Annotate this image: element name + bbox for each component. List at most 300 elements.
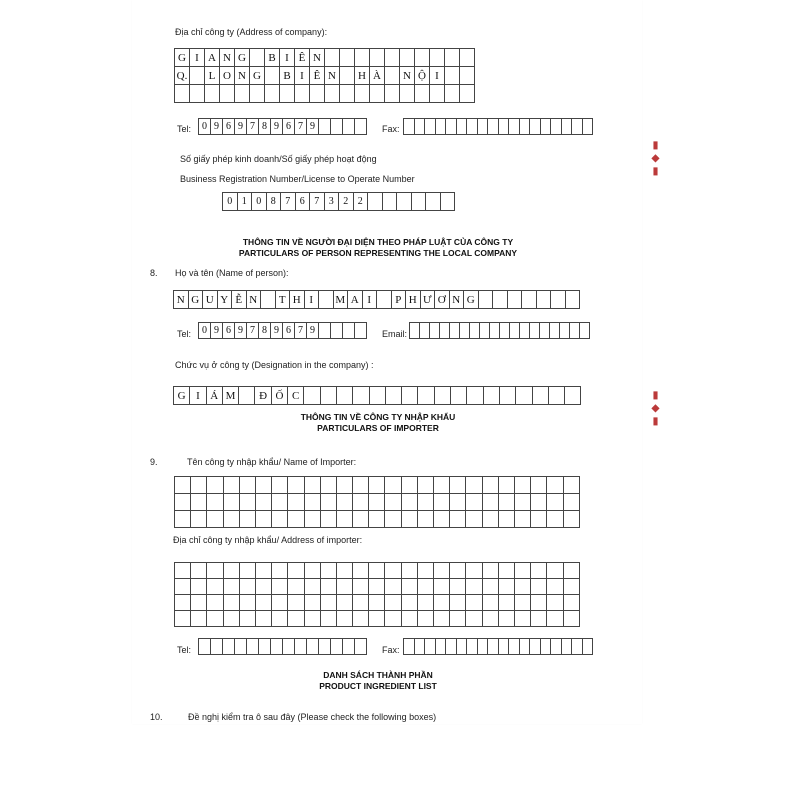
importer-address-char-box[interactable] (305, 579, 321, 595)
designation-char-box[interactable]: M (223, 387, 239, 405)
fax-digit-box[interactable] (530, 639, 541, 655)
importer-address-char-box[interactable] (337, 595, 353, 611)
tel-digit-box[interactable]: 9 (271, 323, 283, 339)
importer-address-char-box[interactable] (402, 563, 418, 579)
importer-name-char-box[interactable] (531, 494, 547, 511)
name-char-box[interactable]: Ơ (435, 291, 450, 309)
importer-address-char-box[interactable] (337, 611, 353, 627)
designation-char-box[interactable] (353, 387, 369, 405)
name-char-box[interactable] (319, 291, 334, 309)
fax-digit-box[interactable] (562, 639, 573, 655)
importer-address-char-box[interactable] (515, 563, 531, 579)
importer-tel-field[interactable] (198, 638, 367, 655)
address-char-box[interactable]: A (205, 49, 220, 67)
address-char-box[interactable]: N (400, 67, 415, 85)
tel-digit-box[interactable] (319, 119, 331, 135)
importer-address-char-box[interactable] (499, 579, 515, 595)
address-char-box[interactable] (415, 85, 430, 103)
name-char-box[interactable]: H (406, 291, 421, 309)
name-char-box[interactable]: Ễ (232, 291, 247, 309)
license-digit-box[interactable] (412, 193, 427, 211)
designation-char-box[interactable] (565, 387, 581, 405)
importer-name-char-box[interactable] (385, 477, 401, 494)
fax-digit-box[interactable] (425, 639, 436, 655)
license-digit-box[interactable] (397, 193, 412, 211)
importer-name-char-box[interactable] (515, 494, 531, 511)
importer-address-char-box[interactable] (385, 563, 401, 579)
tel-digit-box[interactable] (199, 639, 211, 655)
designation-char-box[interactable] (321, 387, 337, 405)
fax-digit-box[interactable] (457, 119, 468, 135)
designation-char-box[interactable]: Ố (272, 387, 288, 405)
tel-digit-box[interactable] (235, 639, 247, 655)
address-char-box[interactable]: I (280, 49, 295, 67)
address-char-box[interactable]: B (280, 67, 295, 85)
address-char-box[interactable] (325, 85, 340, 103)
address-char-box[interactable] (190, 85, 205, 103)
importer-address-grid[interactable] (174, 562, 580, 627)
tel-digit-box[interactable]: 9 (211, 119, 223, 135)
importer-name-char-box[interactable] (418, 511, 434, 528)
importer-name-char-box[interactable] (483, 477, 499, 494)
importer-name-char-box[interactable] (272, 511, 288, 528)
designation-char-box[interactable] (337, 387, 353, 405)
importer-address-char-box[interactable] (175, 563, 191, 579)
importer-name-char-box[interactable] (240, 477, 256, 494)
importer-name-char-box[interactable] (466, 494, 482, 511)
address-char-box[interactable]: I (430, 67, 445, 85)
fax-digit-box[interactable] (583, 119, 594, 135)
importer-address-char-box[interactable] (288, 611, 304, 627)
designation-char-box[interactable] (418, 387, 434, 405)
importer-address-char-box[interactable] (321, 563, 337, 579)
tel-digit-box[interactable]: 6 (223, 119, 235, 135)
importer-name-char-box[interactable] (256, 511, 272, 528)
importer-address-char-box[interactable] (321, 595, 337, 611)
email-char-box[interactable] (420, 323, 430, 339)
importer-name-char-box[interactable] (564, 511, 580, 528)
email-char-box[interactable] (510, 323, 520, 339)
address-char-box[interactable] (460, 49, 475, 67)
importer-name-char-box[interactable] (224, 494, 240, 511)
designation-char-box[interactable] (435, 387, 451, 405)
address-char-box[interactable] (445, 85, 460, 103)
address-char-box[interactable]: N (325, 67, 340, 85)
importer-address-char-box[interactable] (353, 563, 369, 579)
tel-digit-box[interactable] (355, 119, 367, 135)
designation-char-box[interactable] (500, 387, 516, 405)
email-char-box[interactable] (550, 323, 560, 339)
license-digit-box[interactable]: 7 (310, 193, 325, 211)
importer-name-char-box[interactable] (385, 511, 401, 528)
fax-digit-box[interactable] (572, 119, 583, 135)
tel-digit-box[interactable] (211, 639, 223, 655)
importer-address-char-box[interactable] (499, 611, 515, 627)
importer-name-char-box[interactable] (531, 477, 547, 494)
importer-address-char-box[interactable] (531, 595, 547, 611)
license-digit-box[interactable] (426, 193, 441, 211)
importer-address-char-box[interactable] (256, 595, 272, 611)
importer-address-char-box[interactable] (240, 595, 256, 611)
importer-address-char-box[interactable] (224, 595, 240, 611)
importer-address-char-box[interactable] (434, 579, 450, 595)
importer-address-char-box[interactable] (288, 579, 304, 595)
importer-name-char-box[interactable] (547, 477, 563, 494)
address-char-box[interactable] (340, 85, 355, 103)
importer-address-char-box[interactable] (483, 595, 499, 611)
importer-name-char-box[interactable] (191, 494, 207, 511)
fax-digit-box[interactable] (467, 119, 478, 135)
designation-char-box[interactable] (402, 387, 418, 405)
importer-address-char-box[interactable] (369, 595, 385, 611)
address-char-box[interactable] (265, 67, 280, 85)
address-char-box[interactable] (430, 49, 445, 67)
importer-address-char-box[interactable] (288, 595, 304, 611)
email-char-box[interactable] (410, 323, 420, 339)
license-digit-box[interactable]: 1 (238, 193, 253, 211)
tel-digit-box[interactable]: 8 (259, 323, 271, 339)
name-char-box[interactable]: N (247, 291, 262, 309)
importer-address-char-box[interactable] (191, 611, 207, 627)
importer-name-char-box[interactable] (256, 477, 272, 494)
importer-name-char-box[interactable] (402, 494, 418, 511)
importer-name-char-box[interactable] (434, 511, 450, 528)
designation-char-box[interactable] (304, 387, 320, 405)
fax-digit-box[interactable] (520, 119, 531, 135)
tel-digit-box[interactable]: 8 (259, 119, 271, 135)
importer-address-char-box[interactable] (450, 611, 466, 627)
importer-address-char-box[interactable] (288, 563, 304, 579)
importer-address-char-box[interactable] (483, 611, 499, 627)
name-char-box[interactable]: I (363, 291, 378, 309)
tel-digit-box[interactable]: 9 (235, 119, 247, 135)
fax-digit-box[interactable] (436, 639, 447, 655)
importer-name-char-box[interactable] (321, 494, 337, 511)
email-char-box[interactable] (540, 323, 550, 339)
address-char-box[interactable] (295, 85, 310, 103)
importer-address-char-box[interactable] (321, 579, 337, 595)
address-char-box[interactable] (445, 67, 460, 85)
fax-digit-box[interactable] (478, 639, 489, 655)
importer-address-char-box[interactable] (418, 611, 434, 627)
importer-address-char-box[interactable] (385, 579, 401, 595)
tel-digit-box[interactable]: 0 (199, 119, 211, 135)
importer-name-char-box[interactable] (547, 511, 563, 528)
name-char-box[interactable]: Y (218, 291, 233, 309)
importer-name-char-box[interactable] (337, 477, 353, 494)
address-char-box[interactable] (355, 49, 370, 67)
address-char-box[interactable] (460, 67, 475, 85)
importer-name-char-box[interactable] (353, 494, 369, 511)
email-char-box[interactable] (450, 323, 460, 339)
importer-address-char-box[interactable] (466, 595, 482, 611)
importer-name-char-box[interactable] (191, 511, 207, 528)
designation-char-box[interactable] (467, 387, 483, 405)
fax-digit-box[interactable] (520, 639, 531, 655)
importer-name-char-box[interactable] (369, 494, 385, 511)
fax-digit-box[interactable] (457, 639, 468, 655)
importer-address-char-box[interactable] (337, 563, 353, 579)
address-char-box[interactable] (385, 49, 400, 67)
name-char-box[interactable]: M (334, 291, 349, 309)
importer-name-char-box[interactable] (499, 477, 515, 494)
address-char-box[interactable]: I (295, 67, 310, 85)
importer-name-char-box[interactable] (353, 477, 369, 494)
importer-name-char-box[interactable] (564, 494, 580, 511)
importer-address-char-box[interactable] (547, 595, 563, 611)
email-char-box[interactable] (480, 323, 490, 339)
importer-address-char-box[interactable] (272, 595, 288, 611)
importer-name-char-box[interactable] (337, 494, 353, 511)
importer-name-char-box[interactable] (305, 477, 321, 494)
importer-address-char-box[interactable] (450, 563, 466, 579)
name-char-box[interactable]: N (174, 291, 189, 309)
address-char-box[interactable] (250, 85, 265, 103)
importer-name-char-box[interactable] (207, 494, 223, 511)
importer-address-char-box[interactable] (224, 579, 240, 595)
address-char-box[interactable]: L (205, 67, 220, 85)
name-char-box[interactable] (508, 291, 523, 309)
license-digit-box[interactable]: 3 (325, 193, 340, 211)
importer-address-char-box[interactable] (369, 563, 385, 579)
importer-name-char-box[interactable] (402, 511, 418, 528)
license-digit-box[interactable] (441, 193, 456, 211)
importer-name-char-box[interactable] (175, 477, 191, 494)
address-char-box[interactable] (445, 49, 460, 67)
importer-address-char-box[interactable] (418, 579, 434, 595)
importer-name-char-box[interactable] (434, 494, 450, 511)
importer-address-char-box[interactable] (369, 579, 385, 595)
importer-address-char-box[interactable] (240, 611, 256, 627)
importer-address-char-box[interactable] (531, 563, 547, 579)
name-char-box[interactable]: N (450, 291, 465, 309)
importer-name-char-box[interactable] (207, 511, 223, 528)
tel-digit-box[interactable] (331, 323, 343, 339)
importer-name-char-box[interactable] (288, 494, 304, 511)
importer-name-char-box[interactable] (547, 494, 563, 511)
importer-address-char-box[interactable] (385, 595, 401, 611)
importer-name-char-box[interactable] (369, 511, 385, 528)
importer-name-char-box[interactable] (224, 511, 240, 528)
importer-address-char-box[interactable] (256, 579, 272, 595)
importer-address-char-box[interactable] (434, 611, 450, 627)
fax-digit-box[interactable] (541, 119, 552, 135)
address-char-box[interactable] (460, 85, 475, 103)
importer-address-char-box[interactable] (515, 579, 531, 595)
fax-digit-box[interactable] (467, 639, 478, 655)
importer-fax-field[interactable] (403, 638, 593, 655)
name-char-box[interactable] (522, 291, 537, 309)
importer-address-char-box[interactable] (272, 563, 288, 579)
importer-name-char-box[interactable] (240, 494, 256, 511)
designation-field[interactable] (173, 386, 581, 405)
name-char-box[interactable] (537, 291, 552, 309)
importer-name-char-box[interactable] (466, 477, 482, 494)
name-char-box[interactable]: U (203, 291, 218, 309)
importer-name-char-box[interactable] (256, 494, 272, 511)
importer-address-char-box[interactable] (531, 579, 547, 595)
fax-digit-box[interactable] (404, 639, 415, 655)
importer-name-char-box[interactable] (531, 511, 547, 528)
importer-name-char-box[interactable] (499, 494, 515, 511)
name-char-box[interactable]: P (392, 291, 407, 309)
importer-address-char-box[interactable] (224, 611, 240, 627)
importer-address-char-box[interactable] (305, 563, 321, 579)
license-digit-box[interactable] (368, 193, 383, 211)
fax-digit-box[interactable] (488, 119, 499, 135)
address-char-box[interactable] (400, 49, 415, 67)
designation-char-box[interactable] (451, 387, 467, 405)
address-char-box[interactable] (220, 85, 235, 103)
importer-address-char-box[interactable] (207, 595, 223, 611)
tel-digit-box[interactable]: 0 (199, 323, 211, 339)
importer-address-char-box[interactable] (450, 595, 466, 611)
name-char-box[interactable] (566, 291, 581, 309)
tel-digit-box[interactable] (271, 639, 283, 655)
importer-address-char-box[interactable] (564, 611, 580, 627)
name-char-box[interactable]: G (464, 291, 479, 309)
importer-name-char-box[interactable] (499, 511, 515, 528)
importer-name-char-box[interactable] (385, 494, 401, 511)
address-char-box[interactable] (280, 85, 295, 103)
address-char-box[interactable] (325, 49, 340, 67)
importer-name-char-box[interactable] (224, 477, 240, 494)
importer-name-char-box[interactable] (305, 494, 321, 511)
address-char-box[interactable] (235, 85, 250, 103)
importer-name-char-box[interactable] (483, 494, 499, 511)
importer-address-char-box[interactable] (564, 563, 580, 579)
address-char-box[interactable]: G (175, 49, 190, 67)
address-char-box[interactable] (250, 49, 265, 67)
fax-digit-box[interactable] (415, 639, 426, 655)
license-digit-box[interactable]: 7 (281, 193, 296, 211)
address-char-box[interactable]: I (190, 49, 205, 67)
fax-digit-box[interactable] (425, 119, 436, 135)
name-char-box[interactable]: I (305, 291, 320, 309)
fax-digit-box[interactable] (446, 119, 457, 135)
importer-address-char-box[interactable] (466, 563, 482, 579)
email-char-box[interactable] (580, 323, 590, 339)
fax-digit-box[interactable] (478, 119, 489, 135)
address-char-box[interactable]: O (220, 67, 235, 85)
address-char-box[interactable] (385, 67, 400, 85)
designation-char-box[interactable]: I (190, 387, 206, 405)
tel-digit-box[interactable] (247, 639, 259, 655)
address-char-box[interactable] (355, 85, 370, 103)
address-char-box[interactable] (205, 85, 220, 103)
address-char-box[interactable] (310, 85, 325, 103)
person-name-field[interactable] (173, 290, 580, 309)
email-char-box[interactable] (490, 323, 500, 339)
importer-address-char-box[interactable] (224, 563, 240, 579)
importer-name-char-box[interactable] (450, 477, 466, 494)
importer-name-char-box[interactable] (272, 477, 288, 494)
tel-digit-box[interactable] (355, 323, 367, 339)
address-char-box[interactable] (415, 49, 430, 67)
tel-digit-box[interactable] (343, 639, 355, 655)
importer-address-char-box[interactable] (207, 563, 223, 579)
tel-digit-box[interactable]: 6 (223, 323, 235, 339)
importer-name-grid[interactable] (174, 476, 580, 528)
license-digit-box[interactable] (383, 193, 398, 211)
importer-address-char-box[interactable] (466, 579, 482, 595)
importer-address-char-box[interactable] (402, 595, 418, 611)
importer-address-char-box[interactable] (515, 595, 531, 611)
tel-digit-box[interactable] (319, 323, 331, 339)
tel-digit-box[interactable]: 7 (295, 323, 307, 339)
fax-digit-box[interactable] (499, 119, 510, 135)
address-char-box[interactable] (370, 49, 385, 67)
name-char-box[interactable]: T (276, 291, 291, 309)
importer-address-char-box[interactable] (353, 595, 369, 611)
designation-char-box[interactable] (484, 387, 500, 405)
importer-address-char-box[interactable] (434, 595, 450, 611)
importer-address-char-box[interactable] (305, 611, 321, 627)
designation-char-box[interactable] (516, 387, 532, 405)
importer-address-char-box[interactable] (547, 611, 563, 627)
designation-char-box[interactable] (533, 387, 549, 405)
fax-digit-box[interactable] (499, 639, 510, 655)
importer-name-char-box[interactable] (515, 511, 531, 528)
importer-address-char-box[interactable] (564, 579, 580, 595)
address-char-box[interactable] (190, 67, 205, 85)
email-char-box[interactable] (430, 323, 440, 339)
importer-address-char-box[interactable] (175, 579, 191, 595)
importer-address-char-box[interactable] (207, 611, 223, 627)
importer-address-char-box[interactable] (369, 611, 385, 627)
address-char-box[interactable]: Q. (175, 67, 190, 85)
tel-digit-box[interactable]: 7 (247, 323, 259, 339)
importer-address-char-box[interactable] (564, 595, 580, 611)
tel-digit-box[interactable]: 6 (283, 119, 295, 135)
importer-address-char-box[interactable] (272, 579, 288, 595)
tel-digit-box[interactable]: 9 (211, 323, 223, 339)
address-char-box[interactable]: G (235, 49, 250, 67)
designation-char-box[interactable]: C (288, 387, 304, 405)
importer-name-char-box[interactable] (321, 511, 337, 528)
tel-digit-box[interactable] (319, 639, 331, 655)
address-char-box[interactable]: G (250, 67, 265, 85)
company-address-grid[interactable] (174, 48, 475, 103)
name-char-box[interactable] (479, 291, 494, 309)
license-digit-box[interactable]: 8 (267, 193, 282, 211)
fax-digit-box[interactable] (562, 119, 573, 135)
address-char-box[interactable]: Ê (295, 49, 310, 67)
license-number-field[interactable] (222, 192, 455, 211)
importer-address-char-box[interactable] (531, 611, 547, 627)
fax-digit-box[interactable] (446, 639, 457, 655)
importer-name-char-box[interactable] (353, 511, 369, 528)
importer-address-char-box[interactable] (466, 611, 482, 627)
address-char-box[interactable]: N (220, 49, 235, 67)
address-char-box[interactable] (175, 85, 190, 103)
importer-address-char-box[interactable] (321, 611, 337, 627)
importer-name-char-box[interactable] (434, 477, 450, 494)
address-char-box[interactable]: Ộ (415, 67, 430, 85)
designation-char-box[interactable]: G (174, 387, 190, 405)
name-char-box[interactable] (551, 291, 566, 309)
tel-digit-box[interactable] (343, 119, 355, 135)
fax-digit-box[interactable] (541, 639, 552, 655)
importer-address-char-box[interactable] (305, 595, 321, 611)
fax-digit-box[interactable] (488, 639, 499, 655)
license-digit-box[interactable]: 6 (296, 193, 311, 211)
email-char-box[interactable] (500, 323, 510, 339)
importer-name-char-box[interactable] (418, 477, 434, 494)
importer-name-char-box[interactable] (418, 494, 434, 511)
fax-digit-box[interactable] (551, 119, 562, 135)
email-char-box[interactable] (460, 323, 470, 339)
